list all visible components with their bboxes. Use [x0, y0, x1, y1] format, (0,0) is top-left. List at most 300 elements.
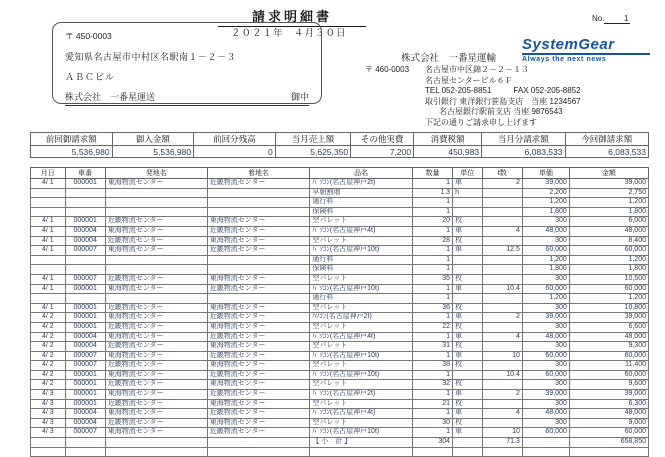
detail-cell [65, 198, 105, 208]
detail-cell: 枚 [453, 399, 483, 409]
detail-cell [31, 447, 66, 456]
detail-cell [453, 265, 483, 275]
detail-cell: h [453, 188, 483, 198]
detail-cell: 東海物流センター [207, 380, 310, 390]
summary-value-cell: 0 [194, 146, 276, 158]
detail-cell: 4 [482, 409, 522, 419]
detail-cell: 10,500 [569, 274, 648, 284]
detail-cell [65, 447, 105, 456]
table-row [31, 236, 649, 246]
table-row [31, 380, 649, 390]
logo-wordmark: SystemGear [522, 36, 650, 55]
detail-cell [482, 198, 522, 208]
issuer-address-line2: 名古屋センタービル６Ｆ [425, 75, 513, 85]
detail-cell: 10 [482, 428, 522, 438]
detail-cell: 21 [412, 399, 452, 409]
detail-column-header: t数 [482, 168, 522, 179]
detail-cell: 枚 [453, 361, 483, 371]
detail-cell [105, 198, 207, 208]
detail-cell: 6,000 [569, 217, 648, 227]
issuer-address-line1: 名古屋市中区錦２－２－１３ [425, 65, 529, 74]
summary-value-cell: 5,625,350 [275, 146, 350, 158]
detail-cell: 60,000 [569, 428, 648, 438]
detail-cell: 1,800 [522, 265, 569, 275]
detail-cell [65, 294, 105, 304]
detail-cell: 近畿物流センター [105, 342, 207, 352]
detail-cell [207, 438, 310, 448]
detail-cell: 近畿物流センター [207, 409, 310, 419]
detail-cell: 4/ 1 [31, 246, 66, 256]
detail-cell: 1.3 [412, 188, 452, 198]
detail-cell: 1,800 [522, 207, 569, 217]
detail-cell [105, 207, 207, 217]
detail-cell [31, 207, 66, 217]
detail-cell: 300 [522, 274, 569, 284]
detail-cell: 東海物流センター [207, 361, 310, 371]
detail-cell: 1,800 [569, 265, 648, 275]
invoice-date: ２０２１年 ４月３０日 [231, 28, 347, 39]
detail-cell: 4/ 3 [31, 428, 66, 438]
detail-cell: 東海物流センター [207, 322, 310, 332]
detail-cell: 1,800 [569, 207, 648, 217]
detail-cell: 10,800 [569, 303, 648, 313]
detail-cell: 4/ 2 [31, 342, 66, 352]
detail-cell: 48,000 [522, 409, 569, 419]
detail-cell [453, 255, 483, 265]
detail-cell: 2 [482, 313, 522, 323]
detail-cell: 4/ 3 [31, 399, 66, 409]
detail-cell: ﾊﾟｿｺﾝ(名古屋神戸4t) [310, 226, 413, 236]
detail-cell: 1,200 [569, 198, 648, 208]
detail-cell: 9,000 [569, 418, 648, 428]
detail-cell: 1 [412, 284, 452, 294]
detail-cell: 000001 [65, 313, 105, 323]
detail-column-header: 品名 [310, 168, 413, 179]
detail-cell: 枚 [453, 303, 483, 313]
detail-cell: 1 [412, 313, 452, 323]
detail-cell: 300 [522, 380, 569, 390]
detail-cell: 近畿物流センター [105, 274, 207, 284]
detail-cell: 10.4 [482, 284, 522, 294]
summary-column-header: その他実費 [351, 133, 414, 146]
detail-cell: 近畿物流センター [105, 322, 207, 332]
detail-cell [105, 188, 207, 198]
detail-column-header: 着地名 [207, 168, 310, 179]
detail-cell: 35 [412, 274, 452, 284]
detail-cell: 車 [453, 246, 483, 256]
issuer-bank-line2: 名古屋銀行駅前支店 当座 9876543 [439, 107, 563, 116]
detail-cell: 東海物流センター [105, 428, 207, 438]
detail-cell: 近畿物流センター [105, 418, 207, 428]
detail-cell [453, 207, 483, 217]
detail-cell: 枚 [453, 322, 483, 332]
detail-cell: 300 [522, 418, 569, 428]
detail-cell: 近畿物流センター [207, 390, 310, 400]
detail-cell: 39,000 [569, 179, 648, 189]
summary-column-header: 今回御請求額 [565, 133, 649, 146]
detail-column-header: 車番 [65, 168, 105, 179]
detail-cell: 近畿物流センター [207, 246, 310, 256]
table-row [31, 438, 649, 448]
detail-cell: 1 [412, 198, 452, 208]
detail-cell: 早朝割増 [310, 188, 413, 198]
detail-cell: 近畿物流センター [207, 370, 310, 380]
page-number-label: No. [592, 14, 605, 23]
detail-cell: 1,200 [569, 294, 648, 304]
detail-cell [207, 294, 310, 304]
table-row [31, 399, 649, 409]
detail-cell: 304 [412, 438, 452, 448]
detail-cell: 車 [453, 332, 483, 342]
detail-cell: 車 [453, 390, 483, 400]
summary-column-header: 消費税額 [414, 133, 482, 146]
detail-cell [65, 265, 105, 275]
detail-cell: 000004 [65, 409, 105, 419]
company-logo [522, 36, 650, 63]
detail-cell: 近畿物流センター [207, 313, 310, 323]
detail-cell: 1 [412, 370, 452, 380]
detail-cell: 60,000 [522, 370, 569, 380]
detail-cell: 60,000 [569, 246, 648, 256]
detail-cell: 空パレット [310, 274, 413, 284]
detail-cell: 2 [482, 179, 522, 189]
detail-cell: 000007 [65, 361, 105, 371]
table-row [31, 265, 649, 275]
table-row [31, 322, 649, 332]
detail-cell [105, 255, 207, 265]
detail-cell: 000001 [65, 380, 105, 390]
detail-cell: 4/ 3 [31, 390, 66, 400]
detail-cell: 2,200 [522, 188, 569, 198]
detail-cell: 空パレット [310, 322, 413, 332]
detail-cell: 1 [412, 265, 452, 275]
table-row [31, 246, 649, 256]
detail-cell: 658,850 [569, 438, 648, 448]
billing-message: 下記の通りご請求申し上げます [425, 117, 537, 127]
detail-column-header: 月日 [31, 168, 66, 179]
detail-cell: 枚 [453, 274, 483, 284]
summary-value-cell: 6,083,533 [565, 146, 649, 158]
detail-cell: 空パレット [310, 418, 413, 428]
detail-cell: 1,200 [522, 294, 569, 304]
detail-cell: 9,600 [569, 380, 648, 390]
detail-cell [482, 342, 522, 352]
table-row [31, 390, 649, 400]
detail-cell [31, 438, 66, 448]
detail-cell: 4/ 2 [31, 370, 66, 380]
detail-cell: ﾊｿｺﾝ(名古屋神戸2t) [310, 313, 413, 323]
issuer-tel: TEL 052-205-8851 [425, 86, 492, 95]
detail-cell: 48,000 [569, 226, 648, 236]
summary-value-cell: 6,083,533 [482, 146, 565, 158]
detail-cell: 車 [453, 284, 483, 294]
detail-cell: 1 [412, 255, 452, 265]
detail-cell: 60,000 [569, 351, 648, 361]
detail-cell [453, 447, 483, 456]
table-row [31, 294, 649, 304]
detail-cell: 000001 [65, 370, 105, 380]
detail-cell [105, 447, 207, 456]
issuer-postal-code: 〒 460-0003 [365, 65, 410, 74]
detail-cell: 車 [453, 409, 483, 419]
detail-cell [453, 198, 483, 208]
table-row [31, 447, 649, 456]
detail-cell: 300 [522, 236, 569, 246]
detail-cell: 近畿物流センター [207, 351, 310, 361]
detail-cell: 36 [412, 303, 452, 313]
detail-cell [207, 207, 310, 217]
detail-cell: 48,000 [522, 226, 569, 236]
detail-cell: 1 [412, 226, 452, 236]
detail-cell: 東海物流センター [207, 303, 310, 313]
detail-cell: 保険料 [310, 265, 413, 275]
detail-cell [482, 303, 522, 313]
summary-header-row [31, 133, 649, 146]
detail-cell [482, 236, 522, 246]
detail-cell: 近畿物流センター [207, 226, 310, 236]
detail-cell: 1,200 [522, 255, 569, 265]
detail-cell: 2 [482, 390, 522, 400]
detail-cell: 東海物流センター [105, 246, 207, 256]
detail-cell: 東海物流センター [105, 226, 207, 236]
detail-cell: 000001 [65, 179, 105, 189]
table-row [31, 428, 649, 438]
detail-cell [453, 438, 483, 448]
table-row [31, 207, 649, 217]
summary-column-header: 前回御請求額 [31, 133, 113, 146]
table-row [31, 255, 649, 265]
detail-cell: 近畿物流センター [105, 217, 207, 227]
detail-cell: 4/ 2 [31, 322, 66, 332]
detail-column-header: 金額 [569, 168, 648, 179]
detail-cell [482, 255, 522, 265]
detail-cell [482, 294, 522, 304]
detail-cell [522, 438, 569, 448]
detail-cell: 枚 [453, 217, 483, 227]
detail-cell: ﾊﾟｿｺﾝ(名古屋神戸2t) [310, 390, 413, 400]
detail-cell [482, 418, 522, 428]
detail-cell: 通行料 [310, 294, 413, 304]
detail-cell: 20 [412, 217, 452, 227]
table-row [31, 313, 649, 323]
detail-cell: 39,000 [522, 179, 569, 189]
detail-column-header: 単位 [453, 168, 483, 179]
table-row [31, 418, 649, 428]
detail-cell: 71.3 [482, 438, 522, 448]
detail-cell: 4/ 1 [31, 226, 66, 236]
detail-cell: 東海物流センター [207, 217, 310, 227]
detail-cell [453, 370, 483, 380]
recipient-address-box [52, 22, 322, 104]
detail-cell: ﾊﾟｿｺﾝ(名古屋神戸4t) [310, 409, 413, 419]
detail-cell: 空パレット [310, 380, 413, 390]
detail-cell: 4/ 3 [31, 418, 66, 428]
detail-cell [65, 255, 105, 265]
detail-cell: 1 [412, 390, 452, 400]
detail-cell: 10 [482, 351, 522, 361]
detail-cell: 60,000 [569, 370, 648, 380]
detail-cell: 4/ 2 [31, 351, 66, 361]
detail-cell [482, 322, 522, 332]
detail-cell: 4/ 1 [31, 236, 66, 246]
detail-cell: 東海物流センター [105, 313, 207, 323]
detail-cell [31, 265, 66, 275]
detail-cell [65, 438, 105, 448]
recipient-name-line [65, 90, 309, 106]
detail-cell: 車 [453, 179, 483, 189]
detail-header-row [31, 168, 649, 179]
summary-column-header: 当月売上額 [275, 133, 350, 146]
detail-cell: 東海物流センター [105, 390, 207, 400]
detail-cell: 近畿物流センター [105, 380, 207, 390]
detail-cell: 枚 [453, 418, 483, 428]
detail-cell: 1 [412, 428, 452, 438]
detail-cell [207, 447, 310, 456]
issuer-company-name: 株式会社 一番星運輸 [401, 53, 497, 64]
detail-column-header: 数量 [412, 168, 452, 179]
detail-cell: 東海物流センター [207, 418, 310, 428]
detail-cell: 6,600 [569, 322, 648, 332]
detail-cell: 空パレット [310, 217, 413, 227]
detail-cell: 1 [412, 332, 452, 342]
detail-cell: ﾊﾟｿｺﾝ(名古屋神戸10t) [310, 246, 413, 256]
billing-summary-table [30, 132, 649, 158]
detail-cell: 60,000 [522, 246, 569, 256]
detail-cell: 通行料 [310, 198, 413, 208]
detail-cell: 4/ 2 [31, 332, 66, 342]
summary-value-cell: 5,536,980 [31, 146, 113, 158]
page-title: 請求明細書 [218, 6, 366, 27]
detail-cell [482, 265, 522, 275]
page-number-value: 1 [604, 14, 630, 24]
detail-cell: 39,000 [522, 313, 569, 323]
table-row [31, 303, 649, 313]
detail-cell: 【 小 計 】 [310, 438, 413, 448]
detail-cell [482, 217, 522, 227]
detail-cell: 000001 [65, 284, 105, 294]
detail-cell [482, 399, 522, 409]
detail-cell: 60,000 [569, 284, 648, 294]
detail-cell: 4/ 2 [31, 361, 66, 371]
detail-cell [207, 255, 310, 265]
detail-cell: 1 [412, 409, 452, 419]
detail-cell: 4/ 2 [31, 313, 66, 323]
detail-cell: 000001 [65, 303, 105, 313]
detail-cell: 近畿物流センター [105, 236, 207, 246]
detail-cell: 4 [482, 226, 522, 236]
issuer-bank-line1: 取引銀行 東洋銀行笹島支店 当座 1234567 [425, 96, 581, 106]
summary-value-cell: 5,536,980 [112, 146, 194, 158]
detail-cell: 22 [412, 322, 452, 332]
summary-column-header: 御入金額 [112, 133, 194, 146]
detail-cell: 近畿物流センター [105, 361, 207, 371]
detail-cell: 車 [453, 351, 483, 361]
table-row [31, 342, 649, 352]
detail-cell: 1,200 [569, 255, 648, 265]
detail-cell [65, 188, 105, 198]
detail-cell [207, 265, 310, 275]
detail-cell: 東海物流センター [207, 274, 310, 284]
detail-cell: 48,000 [569, 409, 648, 419]
detail-cell: 000007 [65, 246, 105, 256]
detail-cell: 8,400 [569, 236, 648, 246]
detail-cell: 枚 [453, 380, 483, 390]
table-row [31, 332, 649, 342]
logo-tagline: Always the next news [522, 56, 607, 63]
detail-cell [31, 198, 66, 208]
table-row [31, 361, 649, 371]
detail-cell: 300 [522, 342, 569, 352]
detail-cell: ﾊﾟｿｺﾝ(名古屋神戸10t) [310, 351, 413, 361]
detail-cell: 000004 [65, 342, 105, 352]
detail-cell: 枚 [453, 236, 483, 246]
detail-cell: 60,000 [522, 428, 569, 438]
detail-cell: 1 [412, 294, 452, 304]
detail-cell: 東海物流センター [105, 370, 207, 380]
detail-cell: 枚 [453, 342, 483, 352]
detail-cell: 東海物流センター [105, 409, 207, 419]
detail-cell: 1,200 [522, 198, 569, 208]
detail-cell [31, 255, 66, 265]
detail-cell: 000007 [65, 351, 105, 361]
detail-cell [482, 274, 522, 284]
detail-cell: 4/ 1 [31, 217, 66, 227]
detail-cell: 32 [412, 380, 452, 390]
table-row [31, 226, 649, 236]
table-row [31, 351, 649, 361]
detail-cell: 000001 [65, 390, 105, 400]
summary-column-header: 当月分請求額 [482, 133, 565, 146]
detail-cell [482, 380, 522, 390]
detail-cell: 000004 [65, 226, 105, 236]
detail-cell: 39,000 [522, 390, 569, 400]
detail-cell: 空パレット [310, 361, 413, 371]
detail-cell: 30 [412, 418, 452, 428]
detail-cell: 近畿物流センター [207, 428, 310, 438]
detail-cell: 300 [522, 399, 569, 409]
recipient-address-line2: ＡＢＣビル [65, 72, 116, 82]
detail-cell: 1 [412, 246, 452, 256]
detail-cell: 300 [522, 217, 569, 227]
detail-cell: 38 [412, 361, 452, 371]
detail-cell: 000004 [65, 332, 105, 342]
detail-cell [31, 294, 66, 304]
detail-cell: 4/ 1 [31, 179, 66, 189]
detail-cell: 11,400 [569, 361, 648, 371]
detail-column-header: 単価 [522, 168, 569, 179]
detail-cell: 車 [453, 226, 483, 236]
detail-cell: 4/ 1 [31, 274, 66, 284]
detail-cell: 東海物流センター [105, 179, 207, 189]
table-row [31, 198, 649, 208]
detail-cell: ﾊﾟｿｺﾝ(名古屋神戸2t) [310, 179, 413, 189]
detail-cell: 空パレット [310, 236, 413, 246]
detail-cell: 保険料 [310, 207, 413, 217]
table-row [31, 370, 649, 380]
detail-cell: 近畿物流センター [207, 284, 310, 294]
recipient-company-name: 株式会社 一番星運送 [65, 92, 156, 102]
recipient-honorific: 御中 [290, 92, 309, 102]
detail-cell: 通行料 [310, 255, 413, 265]
table-row [31, 409, 649, 419]
detail-cell: 12.5 [482, 246, 522, 256]
detail-cell: 空パレット [310, 399, 413, 409]
summary-value-cell: 7,200 [351, 146, 414, 158]
detail-cell: 1 [412, 351, 452, 361]
detail-cell: 300 [522, 361, 569, 371]
detail-cell [310, 447, 413, 456]
detail-cell: 300 [522, 303, 569, 313]
